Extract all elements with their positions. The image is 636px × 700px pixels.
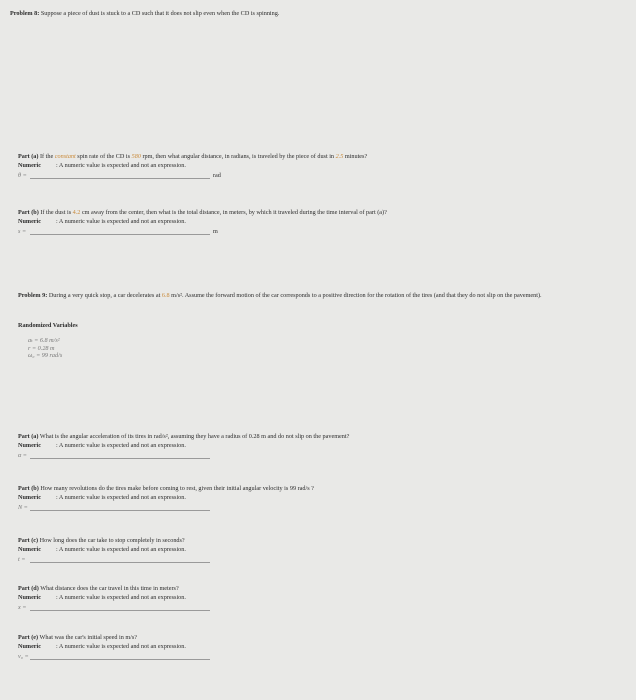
problem-9-header bbox=[18, 292, 588, 300]
answer-input-theta[interactable] bbox=[30, 172, 210, 179]
part-label: Part (a) bbox=[18, 433, 39, 440]
answer-variable: t = bbox=[18, 555, 26, 563]
numeric-hint: : A numeric value is expected and not an expression. bbox=[56, 217, 186, 225]
part-text: minutes? bbox=[344, 153, 368, 160]
problem-9-statement: During a very quick stop, a car decelerates at bbox=[48, 292, 161, 299]
part-text: rpm, then what angular distance, in radians, is traveled by the piece of dust in bbox=[142, 153, 335, 160]
randomized-variables-heading: Randomized Variables bbox=[18, 322, 78, 329]
answer-input-n[interactable] bbox=[30, 504, 210, 511]
problem-8-title: Problem 8: bbox=[10, 10, 40, 17]
problem-8-header bbox=[10, 10, 576, 18]
numeric-label: Numeric bbox=[18, 217, 42, 225]
answer-input-t[interactable] bbox=[30, 556, 210, 563]
distance-value: 4.2 bbox=[72, 209, 81, 216]
problem-9-part-d bbox=[18, 585, 578, 611]
part-text: What is the angular acceleration of its tires in rad/s², assuming they have a radius of 0.28 m and do not slip on the pavement? bbox=[39, 433, 350, 440]
answer-input-x[interactable] bbox=[30, 604, 210, 611]
part-text: What was the car's initial speed in m/s? bbox=[39, 634, 138, 641]
numeric-label: Numeric bbox=[18, 642, 42, 650]
numeric-hint: : A numeric value is expected and not an expression. bbox=[56, 593, 186, 601]
part-text: cm away from the center, then what is the total distance, in meters, by which it traveled during the time interval of part (a)? bbox=[81, 209, 387, 216]
problem-9-part-c bbox=[18, 537, 578, 563]
part-label: Part (e) bbox=[18, 634, 39, 641]
problem-9-part-b bbox=[18, 485, 578, 511]
answer-variable: θ = bbox=[18, 171, 27, 179]
numeric-label: Numeric bbox=[18, 161, 42, 169]
answer-variable: x = bbox=[18, 603, 27, 611]
part-text: How many revolutions do the tires make before coming to rest, given their initial angular velocity is 99 rad/s ? bbox=[40, 485, 314, 492]
rpm-value: 580 bbox=[131, 153, 141, 160]
answer-variable: s = bbox=[18, 227, 27, 235]
part-text: spin rate of the CD is bbox=[77, 153, 131, 160]
numeric-hint: : A numeric value is expected and not an expression. bbox=[56, 161, 186, 169]
problem-9-title: Problem 9: bbox=[18, 292, 48, 299]
answer-variable: α = bbox=[18, 451, 27, 459]
part-label: Part (b) bbox=[18, 209, 39, 216]
part-text: If the dust is bbox=[40, 209, 72, 216]
numeric-hint: : A numeric value is expected and not an expression. bbox=[56, 642, 186, 650]
part-text: What distance does the car travel in this time in meters? bbox=[40, 585, 179, 592]
variable-r: r = 0.28 m bbox=[28, 344, 55, 352]
numeric-label: Numeric bbox=[18, 593, 42, 601]
answer-input-v0[interactable] bbox=[30, 653, 210, 660]
problem-8-part-a bbox=[18, 153, 578, 179]
part-label: Part (d) bbox=[18, 585, 39, 592]
deceleration-value: 6.8 bbox=[161, 292, 170, 299]
answer-input-alpha[interactable] bbox=[30, 452, 210, 459]
problem-8-statement: Suppose a piece of dust is stuck to a CD such that it does not slip even when the CD is spinning. bbox=[40, 10, 280, 17]
randomized-variables-box bbox=[18, 334, 162, 363]
minutes-value: 2.5 bbox=[335, 153, 344, 160]
numeric-hint: : A numeric value is expected and not an expression. bbox=[56, 441, 186, 449]
variable-omega0: ω₀ = 99 rad/s bbox=[28, 352, 63, 360]
numeric-label: Numeric bbox=[18, 493, 42, 501]
problem-8-part-b bbox=[18, 209, 578, 235]
problem-9-part-a bbox=[18, 433, 578, 459]
numeric-label: Numeric bbox=[18, 545, 42, 553]
answer-variable: N = bbox=[18, 503, 28, 511]
part-label: Part (c) bbox=[18, 537, 39, 544]
part-label: Part (b) bbox=[18, 485, 39, 492]
answer-variable: v₀ = bbox=[18, 652, 29, 660]
randomized-variables bbox=[18, 322, 162, 363]
answer-unit: rad bbox=[213, 171, 221, 179]
numeric-hint: : A numeric value is expected and not an expression. bbox=[56, 545, 186, 553]
part-text: How long does the car take to stop completely in seconds? bbox=[39, 537, 185, 544]
answer-input-s[interactable] bbox=[30, 228, 210, 235]
variable-a: aₜ = 6.8 m/s² bbox=[28, 336, 60, 344]
part-text-emphasis: constant bbox=[54, 153, 76, 160]
answer-unit: m bbox=[213, 227, 218, 235]
problem-9-part-e bbox=[18, 634, 578, 660]
part-label: Part (a) bbox=[18, 153, 39, 160]
part-text: If the bbox=[40, 153, 54, 160]
problem-9-statement: m/s². Assume the forward motion of the car corresponds to a positive direction for the rotation of the tires (and that they do not slip on the pavement). bbox=[171, 292, 542, 299]
numeric-hint: : A numeric value is expected and not an expression. bbox=[56, 493, 186, 501]
numeric-label: Numeric bbox=[18, 441, 42, 449]
